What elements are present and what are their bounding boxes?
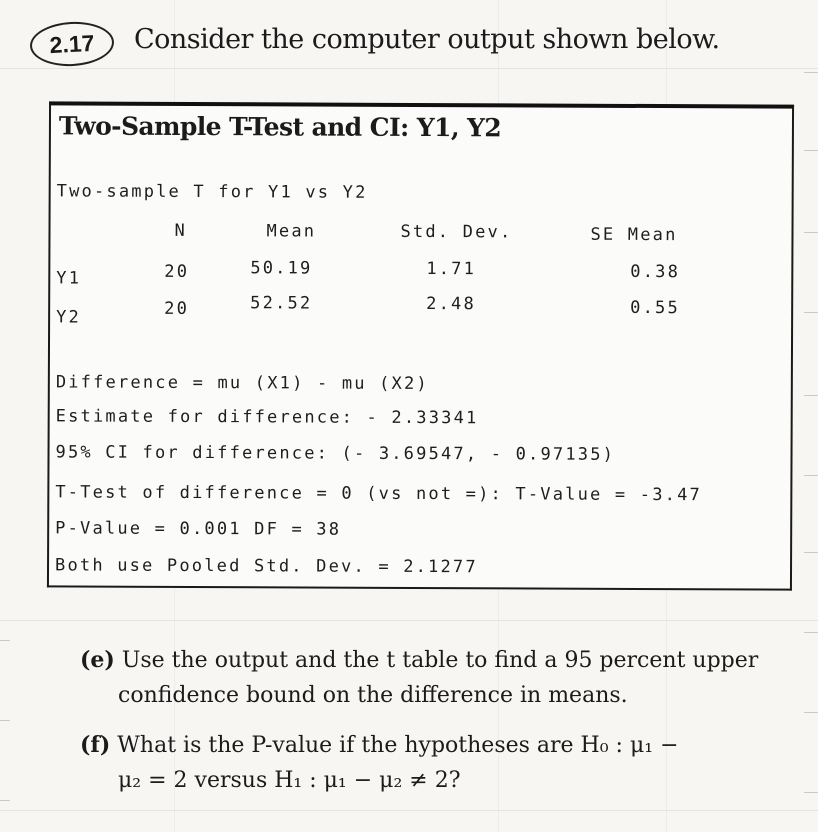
row-label-y2: Y2 <box>56 307 82 328</box>
margin-tick <box>804 632 818 633</box>
cell-y1-n: 20 <box>164 261 190 282</box>
problem-number: 2.17 <box>48 29 95 58</box>
margin-tick <box>804 150 818 151</box>
question-f-label: (f) <box>80 732 111 758</box>
cell-y1-se-mean: 0.38 <box>630 261 681 283</box>
question-f <box>80 728 679 798</box>
margin-tick <box>804 792 818 793</box>
grid-line <box>0 810 818 811</box>
question-e-line-1: Use the output and the t table to find a 95 percent upper <box>121 648 759 673</box>
question-e-label: (e) <box>80 647 115 673</box>
question-f-line-2: μ₂ = 2 versus H₁ : μ₁ − μ₂ ≠ 2? <box>118 768 461 793</box>
margin-tick <box>804 72 818 73</box>
problem-number-badge <box>29 20 115 68</box>
question-e-line-2: confidence bound on the difference in means. <box>118 683 628 708</box>
cell-y2-std-dev: 2.48 <box>426 294 476 315</box>
question-f-line-1: What is the P-value if the hypotheses are H₀ : μ₁ − <box>117 733 679 758</box>
cell-y1-std-dev: 1.71 <box>426 259 477 280</box>
output-line-estimate: Estimate for difference: - 2.33341 <box>55 406 479 429</box>
col-header-std-dev: Std. Dev. <box>400 221 513 243</box>
output-line-difference: Difference = mu (X1) - mu (X2) <box>55 372 429 395</box>
output-subtitle: Two-sample T for Y1 vs Y2 <box>56 181 368 203</box>
col-header-mean: Mean <box>266 221 317 242</box>
margin-tick <box>804 475 818 476</box>
cell-y1-mean: 50.19 <box>250 258 313 279</box>
output-title: Two-Sample T-Test and CI: Y1, Y2 <box>58 111 502 143</box>
question-e <box>80 643 758 713</box>
cell-y2-mean: 52.52 <box>250 293 313 314</box>
output-line-pooled-sd: Both use Pooled Std. Dev. = 2.1277 <box>54 555 478 578</box>
output-line-p-value: P-Value = 0.001 DF = 38 <box>55 518 342 540</box>
grid-line <box>0 68 818 69</box>
output-line-t-test: T-Test of difference = 0 (vs not =): T-Value = -3.47 <box>55 482 703 506</box>
margin-tick <box>804 312 818 313</box>
cell-y2-se-mean: 0.55 <box>630 297 680 319</box>
margin-tick <box>0 640 10 641</box>
margin-tick <box>804 395 818 396</box>
col-header-se-mean: SE Mean <box>590 224 678 246</box>
row-label-y1: Y1 <box>56 268 82 289</box>
problem-intro: Consider the computer output shown below. <box>134 24 720 55</box>
margin-tick <box>804 712 818 713</box>
margin-tick <box>804 552 818 553</box>
col-header-n: N <box>174 220 187 241</box>
margin-tick <box>0 800 10 801</box>
margin-tick <box>804 232 818 233</box>
cell-y2-n: 20 <box>164 298 190 319</box>
margin-tick <box>0 720 10 721</box>
output-line-ci: 95% CI for difference: (- 3.69547, - 0.97135) <box>55 442 616 465</box>
grid-line <box>0 620 818 621</box>
computer-output-panel <box>47 101 794 590</box>
